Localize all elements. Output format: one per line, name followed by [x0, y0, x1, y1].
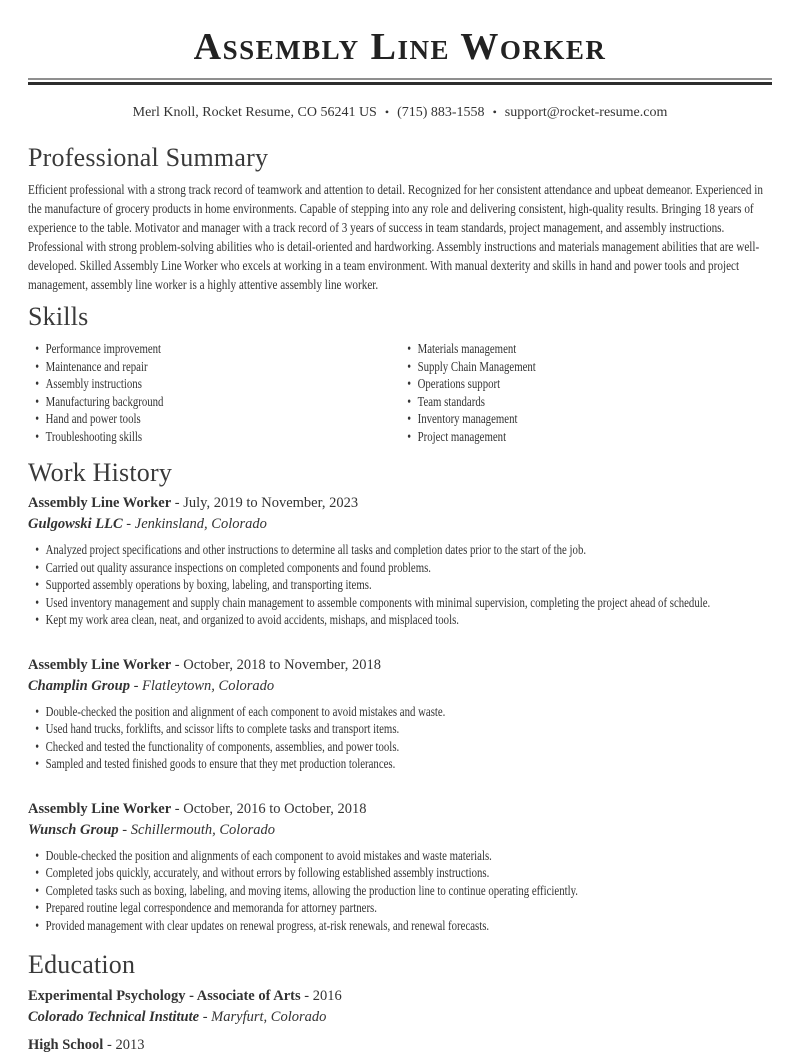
skill-item: • Team standards [400, 393, 698, 411]
education-entry [28, 1037, 772, 1053]
job-bullet: • Completed jobs quickly, accurately, and without errors by following established assembly instructions. [28, 864, 772, 882]
school-location: Maryfurt, Colorado [211, 1009, 327, 1025]
degree-year: 2013 [115, 1037, 145, 1053]
skill-item: • Project management [400, 428, 698, 446]
job-bullet: • Used inventory management and supply chain management to assemble components with minimal supervision, completing the project ahead of schedule. [28, 594, 772, 612]
job-bullet-list [28, 703, 772, 773]
job-bullet: • Analyzed project specifications and other instructions to determine all tasks and completion dates prior to the start of the job. [28, 541, 772, 559]
resume-page [0, 24, 800, 1053]
job-bullet: • Prepared routine legal correspondence and memoranda for attorney partners. [28, 899, 772, 917]
education-degree-line [28, 988, 772, 1004]
separator: - [202, 1009, 208, 1025]
separator: - [133, 677, 139, 694]
job-title: Assembly Line Worker [28, 656, 172, 673]
job-bullet: • Double-checked the position and alignment of each component to avoid mistakes and waste. [28, 703, 772, 721]
section-skills [28, 302, 772, 445]
skill-item: • Manufacturing background [28, 393, 326, 411]
job-bullet: • Sampled and tested finished goods to ensure that they met production tolerances. [28, 755, 772, 773]
job-entry [28, 657, 772, 773]
section-heading-education: Education [28, 950, 136, 979]
job-company: Wunsch Group [28, 821, 119, 838]
job-location: Jenkinsland, Colorado [134, 516, 267, 532]
job-entry [28, 495, 772, 629]
skill-item: • Inventory management [400, 410, 698, 428]
job-company: Champlin Group [28, 677, 130, 694]
job-dates: October, 2016 to October, 2018 [183, 800, 367, 817]
job-title-line [28, 495, 772, 511]
job-dates: July, 2019 to November, 2023 [183, 495, 359, 511]
job-bullet: • Carried out quality assurance inspections on completed components and found problems. [28, 559, 772, 577]
skill-item: • Assembly instructions [28, 375, 326, 393]
double-rule-divider [28, 78, 772, 85]
degree-name: High School [28, 1037, 104, 1053]
separator: - [122, 821, 128, 838]
education-school-line [28, 1009, 772, 1025]
job-bullet-list [28, 847, 772, 935]
job-company-line [28, 822, 772, 838]
job-location: Schillermouth, Colorado [130, 821, 275, 838]
job-bullet: • Supported assembly operations by boxing, labeling, and transporting items. [28, 576, 772, 594]
page-title: Assembly Line Worker [193, 26, 607, 68]
section-heading-summary: Professional Summary [28, 143, 269, 172]
skill-item: • Materials management [400, 340, 698, 358]
skill-item: • Operations support [400, 375, 698, 393]
skill-item: • Hand and power tools [28, 410, 326, 428]
job-title: Assembly Line Worker [28, 800, 172, 817]
job-location: Flatleytown, Colorado [142, 677, 275, 694]
job-bullet: • Completed tasks such as boxing, labeling, and moving items, allowing the production line to continue operating efficiently. [28, 882, 772, 900]
bullet-separator: • [492, 105, 497, 119]
section-heading-work-history: Work History [28, 458, 173, 487]
degree-name: Experimental Psychology - Associate of Arts [28, 988, 301, 1004]
separator: - [174, 800, 180, 817]
job-bullet: • Provided management with clear updates on renewal progress, at-risk renewals, and renewal forecasts. [28, 917, 772, 935]
separator: - [174, 495, 180, 511]
job-dates: October, 2018 to November, 2018 [183, 656, 381, 673]
job-bullet: • Double-checked the position and alignments of each component to avoid mistakes and waste materials. [28, 847, 772, 865]
section-work-history [28, 458, 772, 934]
section-professional-summary [28, 143, 772, 295]
education-entry [28, 988, 772, 1025]
separator: - [106, 1037, 112, 1053]
job-bullet-list [28, 541, 772, 629]
degree-year: 2016 [312, 988, 342, 1004]
contact-address: Merl Knoll, Rocket Resume, CO 56241 US [132, 105, 377, 120]
contact-phone: (715) 883-1558 [397, 105, 485, 120]
contact-line [28, 104, 772, 121]
skill-item: • Supply Chain Management [400, 358, 698, 376]
job-title-line [28, 801, 772, 817]
section-education [28, 950, 772, 1053]
skill-item: • Performance improvement [28, 340, 326, 358]
education-degree-line [28, 1037, 772, 1053]
job-entry [28, 801, 772, 935]
skill-item: • Troubleshooting skills [28, 428, 326, 446]
job-title: Assembly Line Worker [28, 495, 172, 511]
section-heading-skills: Skills [28, 302, 89, 331]
skills-list-right [400, 340, 698, 445]
contact-email: support@rocket-resume.com [504, 105, 668, 120]
skill-item: • Maintenance and repair [28, 358, 326, 376]
skills-columns [28, 340, 772, 445]
separator: - [304, 988, 310, 1004]
job-bullet: • Used hand trucks, forklifts, and scissor lifts to complete tasks and transport items. [28, 720, 772, 738]
separator: - [126, 516, 132, 532]
skills-list-left [28, 340, 326, 445]
job-title-line [28, 657, 772, 673]
job-bullet: • Checked and tested the functionality of components, assemblies, and power tools. [28, 738, 772, 756]
job-company-line [28, 678, 772, 694]
job-company-line [28, 516, 772, 532]
separator: - [174, 656, 180, 673]
job-company: Gulgowski LLC [28, 516, 123, 532]
summary-paragraph: Efficient professional with a strong track record of teamwork and attention to detail. Recognized for her consistent attendance and upbeat demeanor. Experienced in the manufacture of grocery products in home environments. Capable of stepping into any role and delivering consistent, high-quality results. Bringing 18 years of experience to the table. Motivator and manager with a track record of 3 years of success in team standards, project management, and assembly instructions. Professional with strong problem-solving abilities who is detail-oriented and hardworking. Assembly instructions and materials management abilities that are well-developed. Skilled Assembly Line Worker who excels at working in a team environment. With manual dexterity and skills in hand and power tools and project management, assembly line worker is a highly attentive assembly line worker. [28, 183, 763, 293]
bullet-separator: • [384, 105, 390, 119]
job-bullet: • Kept my work area clean, neat, and organized to avoid accidents, mishaps, and misplaced tools. [28, 611, 772, 629]
school-name: Colorado Technical Institute [28, 1009, 200, 1025]
